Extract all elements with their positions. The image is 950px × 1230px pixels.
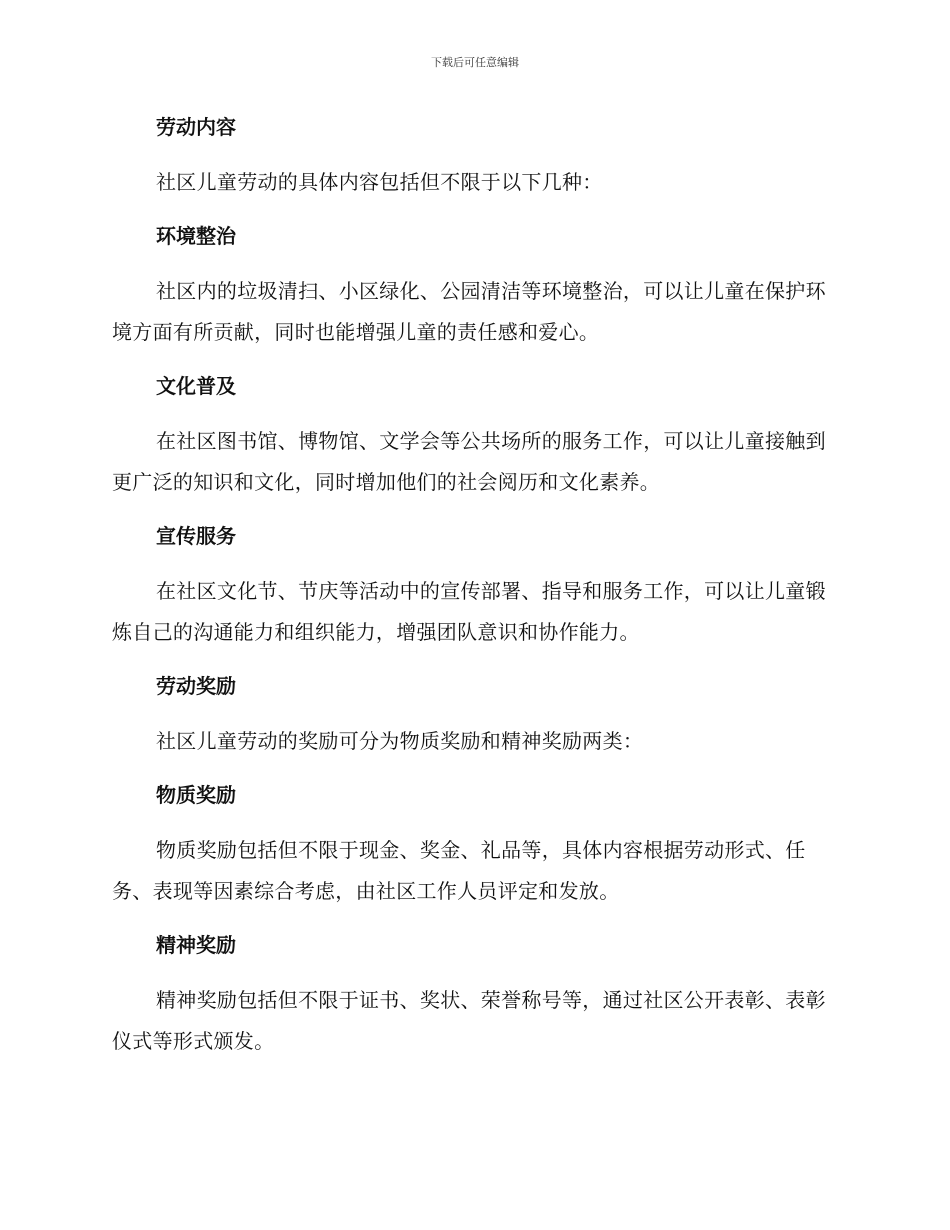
section-heading: 劳动奖励 bbox=[156, 674, 236, 698]
section-heading: 精神奖励 bbox=[156, 933, 236, 957]
document-body bbox=[112, 108, 832, 1076]
section-paragraph: 社区儿童劳动的奖励可分为物质奖励和精神奖励两类： bbox=[156, 729, 644, 753]
section-paragraph: 社区内的垃圾清扫、小区绿化、公园清洁等环境整治，可以让儿童在保护环境方面有所贡献，同时也能增强儿童的责任感和爱心。 bbox=[112, 279, 826, 344]
section-heading: 文化普及 bbox=[156, 374, 236, 398]
section-heading: 宣传服务 bbox=[156, 524, 236, 548]
page-header-note: 下载后可任意编辑 bbox=[431, 56, 519, 69]
section-paragraph: 社区儿童劳动的具体内容包括但不限于以下几种： bbox=[156, 170, 603, 194]
section-paragraph: 在社区图书馆、博物馆、文学会等公共场所的服务工作，可以让儿童接触到更广泛的知识和文化，同时增加他们的社会阅历和文化素养。 bbox=[112, 429, 826, 494]
section-paragraph: 精神奖励包括但不限于证书、奖状、荣誉称号等，通过社区公开表彰、表彰仪式等形式颁发。 bbox=[112, 988, 826, 1053]
section-heading: 劳动内容 bbox=[156, 115, 236, 139]
section-paragraph: 物质奖励包括但不限于现金、奖金、礼品等，具体内容根据劳动形式、任务、表现等因素综合考虑，由社区工作人员评定和发放。 bbox=[112, 838, 806, 903]
section-heading: 物质奖励 bbox=[156, 783, 236, 807]
section-paragraph: 在社区文化节、节庆等活动中的宣传部署、指导和服务工作，可以让儿童锻炼自己的沟通能力和组织能力，增强团队意识和协作能力。 bbox=[112, 579, 826, 644]
section-heading: 环境整治 bbox=[156, 224, 236, 248]
